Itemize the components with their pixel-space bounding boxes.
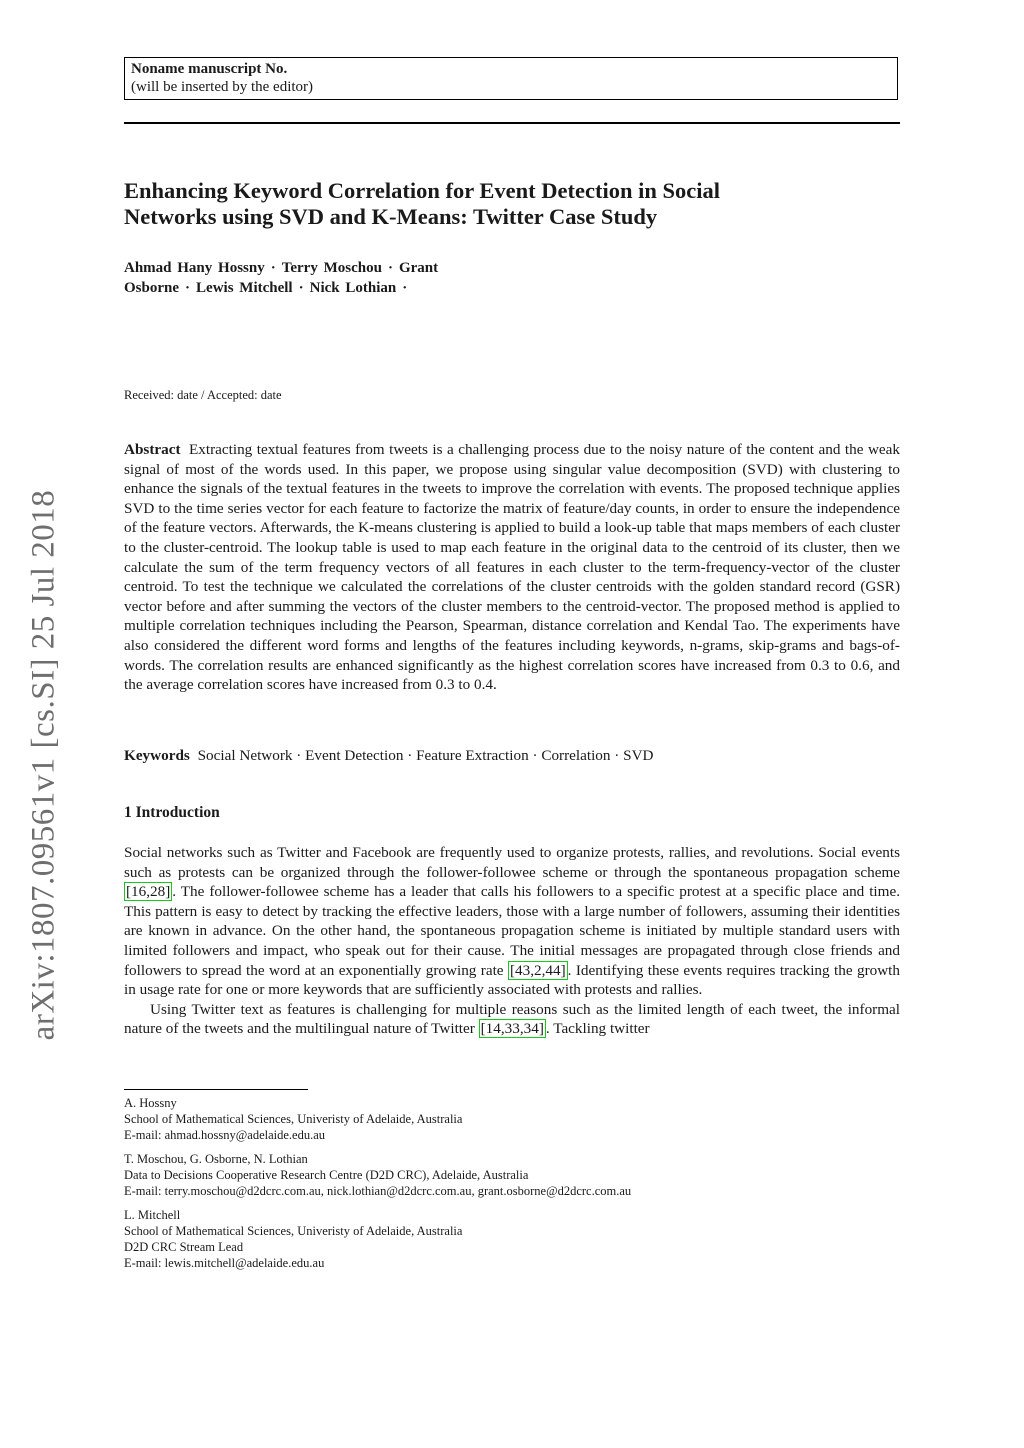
- introduction-body: [124, 843, 900, 1039]
- author-name: Osborne: [124, 280, 180, 296]
- email-line: E-mail: lewis.mitchell@adelaide.edu.au: [124, 1256, 325, 1270]
- paragraph-text: . Identifying these events requires tracking the growth in usage rate for one or more keywords that are sufficiently associated with protests and rallies.: [124, 961, 900, 999]
- affiliation-line: T. Moschou, G. Osborne, N. Lothian: [124, 1152, 308, 1166]
- paragraph: [124, 843, 900, 1000]
- footnote-rule: [124, 1089, 308, 1090]
- email-line: E-mail: terry.moschou@d2dcrc.com.au, nick.lothian@d2dcrc.com.au, grant.osborne@d2dcrc.com.au: [124, 1184, 632, 1198]
- email-line: E-mail: ahmad.hossny@adelaide.edu.au: [124, 1128, 326, 1142]
- author-separator: ·: [387, 260, 393, 276]
- affiliation-line: A. Hossny: [124, 1096, 177, 1110]
- received-date: Received: date / Accepted: date: [124, 388, 282, 402]
- manuscript-number-label: Noname manuscript No.: [131, 61, 288, 77]
- affiliation-line: Data to Decisions Cooperative Research Centre (D2D CRC), Adelaide, Australia: [124, 1168, 529, 1182]
- author-name: Terry Moschou: [281, 260, 382, 276]
- paragraph: [124, 1000, 900, 1039]
- keywords: [124, 746, 900, 766]
- paragraph-text: Using Twitter text as features is challenging for multiple reasons such as the limited length of each tweet, the informal nature of the tweets and the multilingual nature of Twitter: [124, 1000, 900, 1038]
- affiliation-line: L. Mitchell: [124, 1208, 181, 1222]
- author-name: Nick Lothian: [309, 280, 397, 296]
- author-separator: ·: [402, 280, 408, 296]
- author-separator: ·: [270, 260, 276, 276]
- abstract-text: Extracting textual features from tweets is a challenging process due to the noisy nature of the content and the weak signal of most of the words used. In this paper, we propose using singular value decomposition (SVD) with clustering to enhance the signals of the textual features in the tweets to improve the correlation with events. The proposed technique applies SVD to the time series vector for each feature to factorize the matrix of feature/day counts, in order to ensure the independence of the feature vectors. Afterwards, the K-means clustering is applied to build a look-up table that maps members of each cluster to the cluster-centroid. The lookup table is used to map each feature in the original data to the centroid of its cluster, then we calculate the sum of the term frequency vectors of all features in each cluster to the term-frequency-vector of the cluster centroid. To test the technique we calculated the correlations of the cluster centroids with the golden standard record (GSR) vector before and after summing the vectors of the cluster members to the centroid-vector. The proposed method is applied to multiple correlation techniques including the Pearson, Spearman, distance correlation and Kendal Tao. The experiments have also considered the different word forms and lengths of the features including keywords, n-grams, skip-grams and bags-of-words. The correlation results are enhanced significantly as the highest correlation scores have increased from 0.3 to 0.6, and the average correlation scores have increased from 0.3 to 0.4.: [124, 441, 900, 694]
- affiliation-line: School of Mathematical Sciences, Univeristy of Adelaide, Australia: [124, 1112, 463, 1126]
- author-separator: ·: [298, 280, 304, 296]
- title-line-1: Enhancing Keyword Correlation for Event Detection in Social: [124, 178, 721, 203]
- editor-note: (will be inserted by the editor): [131, 79, 314, 95]
- affiliation-line: School of Mathematical Sciences, Univeristy of Adelaide, Australia: [124, 1224, 463, 1238]
- citation-link[interactable]: [14,33,34]: [480, 1020, 544, 1038]
- keywords-label: Keywords: [124, 747, 190, 764]
- author-list: [124, 258, 724, 298]
- author-name: Lewis Mitchell: [196, 280, 293, 296]
- author-name: Grant: [398, 260, 439, 276]
- paper-title: [124, 178, 900, 230]
- author-affiliations: [124, 1095, 900, 1279]
- section-heading-introduction: 1 Introduction: [124, 804, 220, 821]
- abstract-label: Abstract: [124, 441, 181, 458]
- header-rule: [124, 122, 900, 124]
- affiliation-line: D2D CRC Stream Lead: [124, 1240, 244, 1254]
- paragraph-text: Social networks such as Twitter and Facebook are frequently used to organize protests, rallies, and revolutions. Social events such as protests can be organized through the follower-followee scheme or through the spontaneous propagation scheme: [124, 844, 900, 881]
- author-separator: ·: [185, 280, 191, 296]
- abstract: [124, 440, 900, 695]
- paragraph-text: . The follower-followee scheme has a leader that calls his followers to a specific protest at a specific place and time. This pattern is easy to detect by tracking the effective leaders, those with a large number of followers, assuming their identities are known in advance. On the other hand, the spontaneous propagation scheme is initiated by multiple standard users with limited followers and impact, who speak out for their cause. The initial messages are propagated through close friends and followers to spread the word at an exponentially growing rate: [124, 883, 900, 979]
- citation-link[interactable]: [16,28]: [126, 883, 171, 901]
- arxiv-id-text[interactable]: arXiv:1807.09561v1 [cs.SI] 25 Jul 2018: [25, 489, 62, 1041]
- arxiv-side-identifier: [18, 480, 70, 1050]
- author-name: Ahmad Hany Hossny: [124, 260, 265, 276]
- editor-box: [124, 57, 898, 100]
- title-line-2: Networks using SVD and K-Means: Twitter Case Study: [124, 204, 658, 229]
- affiliation-block: [124, 1207, 900, 1271]
- paragraph-text: . Tackling twitter: [545, 1020, 650, 1038]
- keywords-text: Social Network · Event Detection · Feature Extraction · Correlation · SVD: [197, 747, 654, 764]
- citation-link[interactable]: [43,2,44]: [509, 961, 566, 979]
- affiliation-block: [124, 1095, 900, 1143]
- affiliation-block: [124, 1151, 900, 1199]
